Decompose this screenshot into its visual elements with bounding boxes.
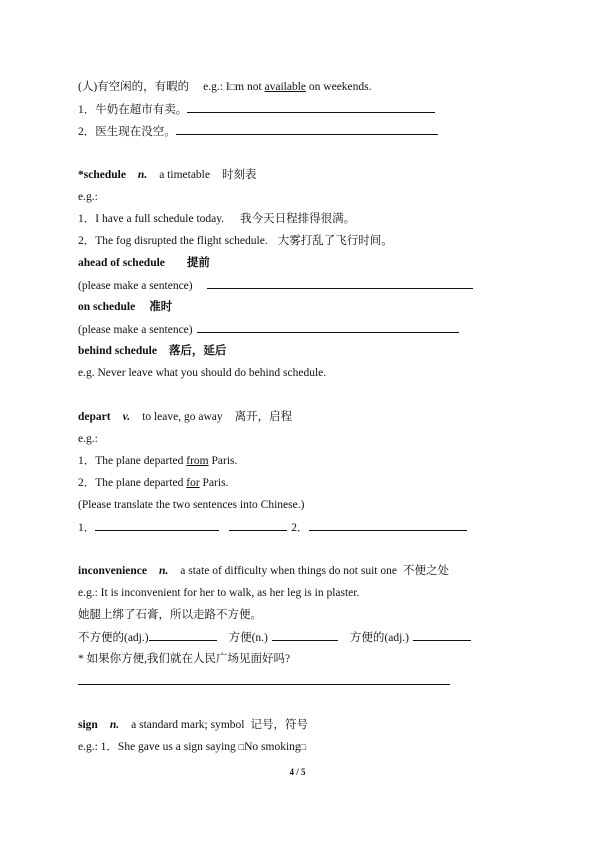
blank-label: 2． xyxy=(291,522,309,534)
available-eg-suffix: on weekends. xyxy=(306,81,372,93)
example-en: 2．The fog disrupted the flight schedule. xyxy=(78,235,268,247)
available-eg-prefix: e.g.: I xyxy=(203,81,230,93)
example-keyword: from xyxy=(186,455,209,467)
phrase-on-schedule xyxy=(78,300,172,314)
available-exercise-1 xyxy=(78,102,435,117)
depart-translation-blanks xyxy=(78,520,467,535)
answer-blank[interactable] xyxy=(95,520,219,531)
answer-blank[interactable] xyxy=(207,278,473,289)
depart-example-1 xyxy=(78,454,237,468)
chinese-meaning: 时刻表 xyxy=(221,169,257,181)
depart-example-2 xyxy=(78,476,228,490)
missing-glyph: □ xyxy=(300,742,307,752)
sign-example xyxy=(78,740,306,754)
example-text: Paris. xyxy=(199,477,229,489)
phrase: on schedule xyxy=(78,301,136,313)
chinese-meaning: 离开，启程 xyxy=(234,411,293,423)
inconvenience-example-cn: 她腿上绑了石膏，所以走路不方便。 xyxy=(78,609,262,621)
blank-label: 1． xyxy=(78,522,96,534)
headword: depart xyxy=(78,411,111,423)
available-eg-mid: m not xyxy=(235,81,265,93)
depart-heading xyxy=(78,410,292,424)
answer-blank[interactable] xyxy=(197,322,459,333)
answer-blank[interactable] xyxy=(78,674,450,685)
inconvenience-heading xyxy=(78,564,449,578)
translation-answer-line xyxy=(78,674,450,689)
definition: a standard mark; symbol xyxy=(131,719,245,731)
available-meaning: (人)有空闲的，有暇的 xyxy=(78,81,190,93)
translation-question: * 如果你方便,我们就在人民广场见面好吗? xyxy=(78,653,291,665)
chinese-meaning: 不便之处 xyxy=(402,565,449,577)
phrase-3-example: e.g. Never leave what you should do behind schedule. xyxy=(78,367,327,379)
answer-blank[interactable] xyxy=(149,630,217,641)
example-text: 2．The plane departed xyxy=(78,477,187,489)
form-label: 不方便的(adj.) xyxy=(78,632,149,644)
answer-blank[interactable] xyxy=(272,630,338,641)
sentence-prompt: (please make a sentence) xyxy=(78,324,193,336)
answer-blank[interactable] xyxy=(413,630,471,641)
example-cn: 我今天日程排得很满。 xyxy=(240,213,356,225)
sentence-prompt: (please make a sentence) xyxy=(78,280,193,292)
form-label: 方便(n.) xyxy=(228,632,268,644)
phrase: behind schedule xyxy=(78,345,157,357)
example-text: 1．The plane departed xyxy=(78,455,187,467)
answer-blank[interactable] xyxy=(229,520,287,531)
inconvenience-example-en: e.g.: It is inconvenient for her to walk, as her leg is in plaster. xyxy=(78,587,360,599)
phrase-cn: 准时 xyxy=(149,301,173,313)
schedule-example-2 xyxy=(78,234,393,248)
definition: a state of difficulty when things do not suit one xyxy=(180,565,397,577)
headword: inconvenience xyxy=(78,565,147,577)
phrase-1-sentence-line xyxy=(78,278,473,293)
example-en: 1．I have a full schedule today. xyxy=(78,213,225,225)
phrase-behind-schedule xyxy=(78,344,226,358)
phrase-2-sentence-line xyxy=(78,322,459,337)
phrase: ahead of schedule xyxy=(78,257,165,269)
part-of-speech: n. xyxy=(137,169,148,181)
part-of-speech: v. xyxy=(122,411,131,423)
missing-glyph: □ xyxy=(238,742,245,752)
phrase-cn: 提前 xyxy=(186,257,210,269)
form-label: 方便的(adj.) xyxy=(349,632,409,644)
headword: *schedule xyxy=(78,169,126,181)
definition: to leave, go away xyxy=(142,411,223,423)
page-number: 4 / 5 xyxy=(289,767,306,777)
answer-blank[interactable] xyxy=(309,520,467,531)
answer-blank[interactable] xyxy=(176,124,438,135)
available-meaning-line xyxy=(78,80,372,94)
sign-heading xyxy=(78,718,308,732)
answer-blank[interactable] xyxy=(187,102,435,113)
depart-instruction: (Please translate the two sentences into Chinese.) xyxy=(78,499,305,511)
example-text: e.g.: 1．She gave us a sign saying xyxy=(78,741,239,753)
missing-glyph: □ xyxy=(229,82,236,92)
example-keyword: for xyxy=(186,477,200,489)
schedule-heading xyxy=(78,168,256,182)
example-cn: 大雾打乱了飞行时间。 xyxy=(277,235,393,247)
eg-label: e.g.: xyxy=(78,191,98,203)
eg-label: e.g.: xyxy=(78,433,98,445)
available-eg-word: available xyxy=(264,81,307,93)
word-forms-line xyxy=(78,630,471,645)
definition: a timetable xyxy=(159,169,210,181)
chinese-meaning: 记号，符号 xyxy=(250,719,308,731)
exercise-prompt: 1．牛奶在超市有卖。 xyxy=(78,104,188,116)
headword: sign xyxy=(78,719,98,731)
schedule-example-1 xyxy=(78,212,355,226)
part-of-speech: n. xyxy=(109,719,120,731)
example-text: Paris. xyxy=(208,455,238,467)
part-of-speech: n. xyxy=(159,565,169,577)
exercise-prompt: 2．医生现在没空。 xyxy=(78,126,176,138)
phrase-ahead-of-schedule xyxy=(78,256,210,270)
phrase-cn: 落后，延后 xyxy=(168,345,227,357)
available-exercise-2 xyxy=(78,124,438,139)
example-text: No smoking xyxy=(244,741,301,753)
